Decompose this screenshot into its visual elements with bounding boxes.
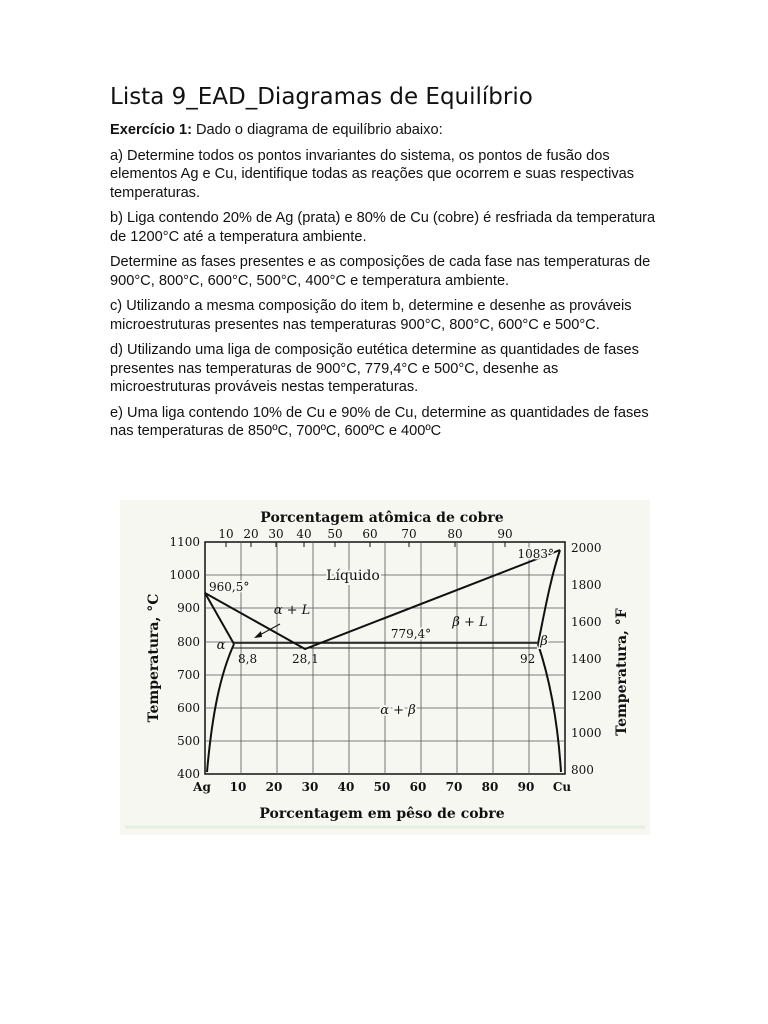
ag-melting-point-label: 960,5° bbox=[209, 580, 250, 594]
paragraph-b-continued: Determine as fases presentes e as composições de cada fase nas temperaturas de 900°C, 800°C, 600°C, 500°C, 400°C e temperatura ambiente. bbox=[110, 254, 651, 289]
right-tick-label: 1400 bbox=[571, 652, 602, 666]
exercise-intro bbox=[110, 121, 660, 140]
top-tick-label: 60 bbox=[362, 527, 378, 541]
bottom-tick-label: 50 bbox=[373, 780, 391, 794]
top-tick-label: 70 bbox=[401, 527, 417, 541]
bottom-axis-label: Porcentagem em pêso de cobre bbox=[259, 806, 505, 822]
left-tick-label: 1100 bbox=[169, 535, 200, 549]
eutectic-temperature-label: 779,4° bbox=[390, 627, 432, 641]
paragraph-a: a) Determine todos os pontos invariantes do sistema, os pontos de fusão dos elementos Ag e Cu, identifique todas as reações que ocorrem e suas respectivas temperaturas. bbox=[110, 147, 635, 201]
bottom-tick-label: 40 bbox=[337, 780, 355, 794]
right-tick-label: 1600 bbox=[571, 615, 602, 629]
exercise-intro-text: Dado o diagrama de equilíbrio abaixo: bbox=[191, 122, 443, 138]
top-tick-label: 40 bbox=[296, 527, 312, 541]
top-tick-label: 90 bbox=[497, 527, 513, 541]
paragraph-b: b) Liga contendo 20% de Ag (prata) e 80% de Cu (cobre) é resfriada da temperatura de 1200°C até a temperatura ambiente. bbox=[110, 210, 656, 245]
region-alpha-liquid-label: α + L bbox=[273, 603, 311, 618]
right-tick-label: 1200 bbox=[571, 689, 602, 703]
eutectic-composition-label: 28,1 bbox=[292, 652, 319, 666]
bottom-tick-label: 60 bbox=[409, 780, 427, 794]
top-tick-label: 10 bbox=[218, 527, 234, 541]
bottom-tick-label: 10 bbox=[229, 780, 247, 794]
bottom-tick-label: 20 bbox=[265, 780, 283, 794]
region-alpha-beta-label: α + β bbox=[380, 703, 416, 718]
region-liquid-label: Líquido bbox=[326, 568, 380, 584]
paragraph-c: c) Utilizando a mesma composição do item b, determine e desenhe as prováveis microestruturas presentes nas temperaturas 900°C, 800°C, 600°C e 500°C. bbox=[110, 298, 632, 333]
bottom-tick-label: Cu bbox=[552, 780, 572, 794]
left-tick-label: 800 bbox=[177, 635, 200, 649]
region-alpha-label: α bbox=[216, 638, 226, 653]
bottom-tick-label: Ag bbox=[193, 780, 211, 794]
beta-max-solubility-label: 92 bbox=[520, 652, 536, 666]
left-tick-label: 400 bbox=[177, 767, 200, 781]
left-tick-label: 900 bbox=[177, 601, 200, 615]
left-tick-label: 500 bbox=[177, 734, 200, 748]
alpha-max-solubility-label: 8,8 bbox=[238, 652, 258, 666]
region-beta-label: β bbox=[540, 634, 548, 649]
cu-melting-point-label: 1083° bbox=[517, 547, 554, 561]
right-axis-label: Temperatura, °F bbox=[614, 608, 630, 736]
paragraph-d: d) Utilizando uma liga de composição eutética determine as quantidades de fases presentes nas temperaturas de 900°C, 779,4°C e 500°C, desenhe as microestruturas prováveis nestas temperaturas. bbox=[110, 342, 639, 395]
top-tick-label: 80 bbox=[447, 527, 463, 541]
left-tick-label: 1000 bbox=[169, 568, 200, 582]
bottom-tick-label: 70 bbox=[445, 780, 463, 794]
left-tick-label: 700 bbox=[177, 668, 200, 682]
right-tick-label: 800 bbox=[571, 763, 594, 777]
top-tick-label: 30 bbox=[268, 527, 284, 541]
top-tick-label: 50 bbox=[327, 527, 343, 541]
bottom-tick-label: 30 bbox=[301, 780, 319, 794]
document-body bbox=[110, 121, 660, 448]
right-tick-label: 1800 bbox=[571, 578, 602, 592]
top-tick-label: 20 bbox=[243, 527, 259, 541]
phase-diagram-svg bbox=[120, 500, 650, 835]
left-tick-label: 600 bbox=[177, 701, 200, 715]
left-axis-label: Temperatura, °C bbox=[146, 593, 162, 723]
bottom-tick-label: 90 bbox=[517, 780, 535, 794]
document-title: Lista 9_EAD_Diagramas de Equilíbrio bbox=[110, 84, 533, 110]
paragraph-e: e) Uma liga contendo 10% de Cu e 90% de Cu, determine as quantidades de fases nas temperaturas de 850ºC, 700ºC, 600ºC e 400ºC bbox=[110, 404, 649, 439]
bottom-tick-label: 80 bbox=[481, 780, 499, 794]
region-beta-liquid-label: β + L bbox=[452, 615, 488, 630]
phase-diagram bbox=[120, 500, 650, 835]
right-tick-label: 1000 bbox=[571, 726, 602, 740]
top-axis-label: Porcentagem atômica de cobre bbox=[260, 510, 504, 526]
right-tick-label: 2000 bbox=[571, 541, 602, 555]
exercise-label: Exercício 1: bbox=[110, 122, 192, 138]
